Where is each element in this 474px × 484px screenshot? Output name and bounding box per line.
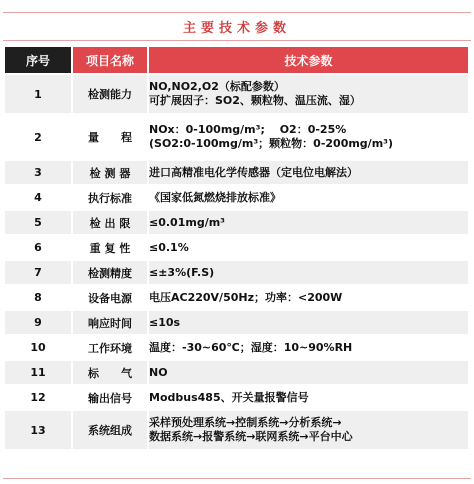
row-no: 5 bbox=[5, 211, 71, 234]
row-name: 系统组成 bbox=[73, 411, 147, 449]
table-row bbox=[5, 261, 468, 284]
row-spec: NO bbox=[149, 361, 468, 384]
table-row bbox=[5, 411, 468, 449]
table-row bbox=[5, 75, 468, 113]
table-row bbox=[5, 186, 468, 209]
row-spec bbox=[149, 115, 468, 159]
row-name: 量 程 bbox=[73, 115, 147, 159]
table-row bbox=[5, 286, 468, 309]
row-name: 工作环境 bbox=[73, 336, 147, 359]
table-row bbox=[5, 211, 468, 234]
header-spec: 技术参数 bbox=[149, 47, 468, 73]
row-spec: ≤10s bbox=[149, 311, 468, 334]
header-no: 序号 bbox=[5, 47, 71, 73]
row-spec-line: 采样预处理系统→控制系统→分析系统→ bbox=[149, 416, 342, 429]
row-no: 8 bbox=[5, 286, 71, 309]
row-spec: Modbus485、开关量报警信号 bbox=[149, 386, 468, 409]
row-spec: 温度：-30~60℃；湿度：10~90%RH bbox=[149, 336, 468, 359]
header-name: 项目名称 bbox=[73, 47, 147, 73]
row-spec-line: 数据系统→报警系统→联网系统→平台中心 bbox=[149, 430, 353, 443]
row-name: 检 出 限 bbox=[73, 211, 147, 234]
bottom-divider bbox=[3, 478, 471, 479]
table-header-row bbox=[5, 47, 468, 73]
row-name: 检 测 器 bbox=[73, 161, 147, 184]
row-spec-line: NOx：0-100mg/m³; O2：0-25% bbox=[149, 123, 347, 136]
row-spec-line: 可扩展因子：SO2、颗粒物、温压流、湿） bbox=[149, 94, 361, 107]
row-spec bbox=[149, 411, 468, 449]
row-spec: ≤0.01mg/m³ bbox=[149, 211, 468, 234]
page-title: 主要技术参数 bbox=[182, 21, 291, 36]
row-no: 4 bbox=[5, 186, 71, 209]
row-spec-line: NO,NO2,O2（标配参数） bbox=[149, 80, 285, 93]
row-no: 12 bbox=[5, 386, 71, 409]
spec-table bbox=[3, 45, 470, 451]
table-row bbox=[5, 386, 468, 409]
row-spec: 进口高精准电化学传感器（定电位电解法） bbox=[149, 161, 468, 184]
row-spec: 电压AC220V/50Hz；功率：<200W bbox=[149, 286, 468, 309]
row-no: 3 bbox=[5, 161, 71, 184]
row-no: 6 bbox=[5, 236, 71, 259]
row-no: 7 bbox=[5, 261, 71, 284]
row-spec: ≤±3%(F.S) bbox=[149, 261, 468, 284]
row-no: 10 bbox=[5, 336, 71, 359]
table-row bbox=[5, 336, 468, 359]
table-row bbox=[5, 115, 468, 159]
row-spec-line: (SO2:0-100mg/m³；颗粒物：0-200mg/m³) bbox=[149, 137, 394, 150]
row-spec: 《国家低氮燃烧排放标准》 bbox=[149, 186, 468, 209]
row-name: 检测精度 bbox=[73, 261, 147, 284]
row-no: 9 bbox=[5, 311, 71, 334]
table-row bbox=[5, 236, 468, 259]
table-row bbox=[5, 161, 468, 184]
row-no: 11 bbox=[5, 361, 71, 384]
row-name: 执行标准 bbox=[73, 186, 147, 209]
row-name: 检测能力 bbox=[73, 75, 147, 113]
row-name: 标 气 bbox=[73, 361, 147, 384]
row-name: 设备电源 bbox=[73, 286, 147, 309]
row-name: 重 复 性 bbox=[73, 236, 147, 259]
top-divider bbox=[3, 12, 471, 13]
table-row bbox=[5, 311, 468, 334]
row-spec bbox=[149, 75, 468, 113]
table-row bbox=[5, 361, 468, 384]
title-divider bbox=[3, 40, 471, 41]
row-name: 响应时间 bbox=[73, 311, 147, 334]
row-no: 2 bbox=[5, 115, 71, 159]
row-no: 1 bbox=[5, 75, 71, 113]
row-name: 输出信号 bbox=[73, 386, 147, 409]
row-spec: ≤0.1% bbox=[149, 236, 468, 259]
row-no: 13 bbox=[5, 411, 71, 449]
